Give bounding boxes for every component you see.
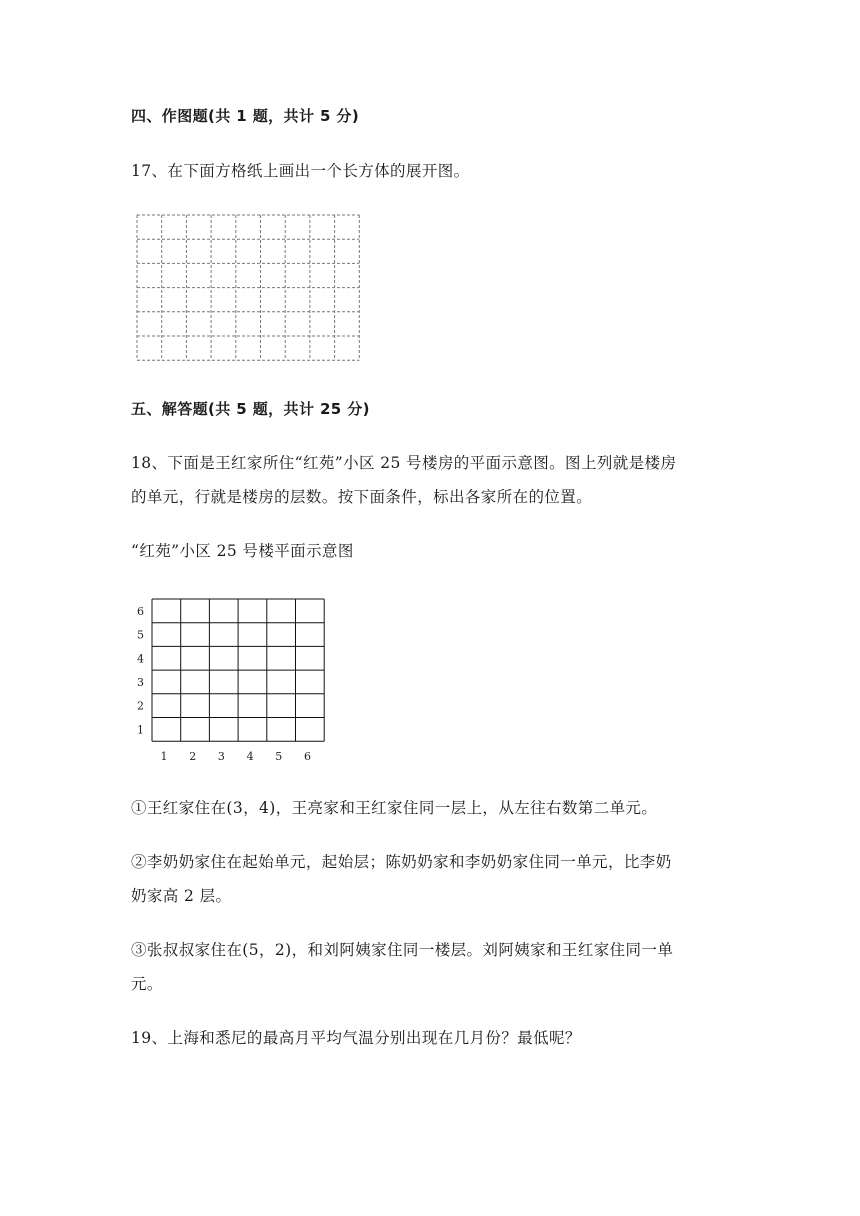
row-label: 5 xyxy=(137,628,144,642)
column-label: 4 xyxy=(246,750,254,764)
question-18-line-2: 的单元，行就是楼房的层数。按下面条件，标出各家所在的位置。 xyxy=(131,488,593,506)
building-plan-grid[interactable] xyxy=(130,595,340,769)
question-19: 19、上海和悉尼的最高月平均气温分别出现在几月份？最低呢？ xyxy=(131,1029,581,1047)
row-label: 3 xyxy=(137,675,144,689)
condition-2-line-2: 奶家高 2 层。 xyxy=(131,887,232,905)
section-5-heading: 五、解答题(共 5 题，共计 25 分) xyxy=(131,400,370,418)
question-17: 17、在下面方格纸上画出一个长方体的展开图。 xyxy=(131,162,470,180)
column-label: 1 xyxy=(160,750,168,764)
row-label: 1 xyxy=(137,723,144,737)
condition-3-line-1: ③张叔叔家住在(5，2)，和刘阿姨家住同一楼层。刘阿姨家和王红家住同一单 xyxy=(131,941,674,959)
row-label: 4 xyxy=(137,652,144,666)
question-18-line-1: 18、下面是王红家所住“红苑”小区 25 号楼房的平面示意图。图上列就是楼房 xyxy=(131,454,677,472)
condition-3-line-2: 元。 xyxy=(131,975,163,993)
row-label: 2 xyxy=(137,699,144,713)
condition-2-line-1: ②李奶奶家住在起始单元，起始层；陈奶奶家和李奶奶家住同一单元，比李奶 xyxy=(131,853,672,871)
column-label: 2 xyxy=(189,750,197,764)
dashed-grid-paper[interactable] xyxy=(136,214,362,368)
column-label: 5 xyxy=(275,750,283,764)
column-label: 6 xyxy=(304,750,311,764)
section-4-heading: 四、作图题(共 1 题，共计 5 分) xyxy=(131,107,360,125)
diagram-title: “红苑”小区 25 号楼平面示意图 xyxy=(131,542,354,560)
row-label: 6 xyxy=(137,604,144,618)
condition-1: ①王红家住在(3，4)，王亮家和王红家住同一层上，从左往右数第二单元。 xyxy=(131,799,658,817)
column-label: 3 xyxy=(217,750,225,764)
